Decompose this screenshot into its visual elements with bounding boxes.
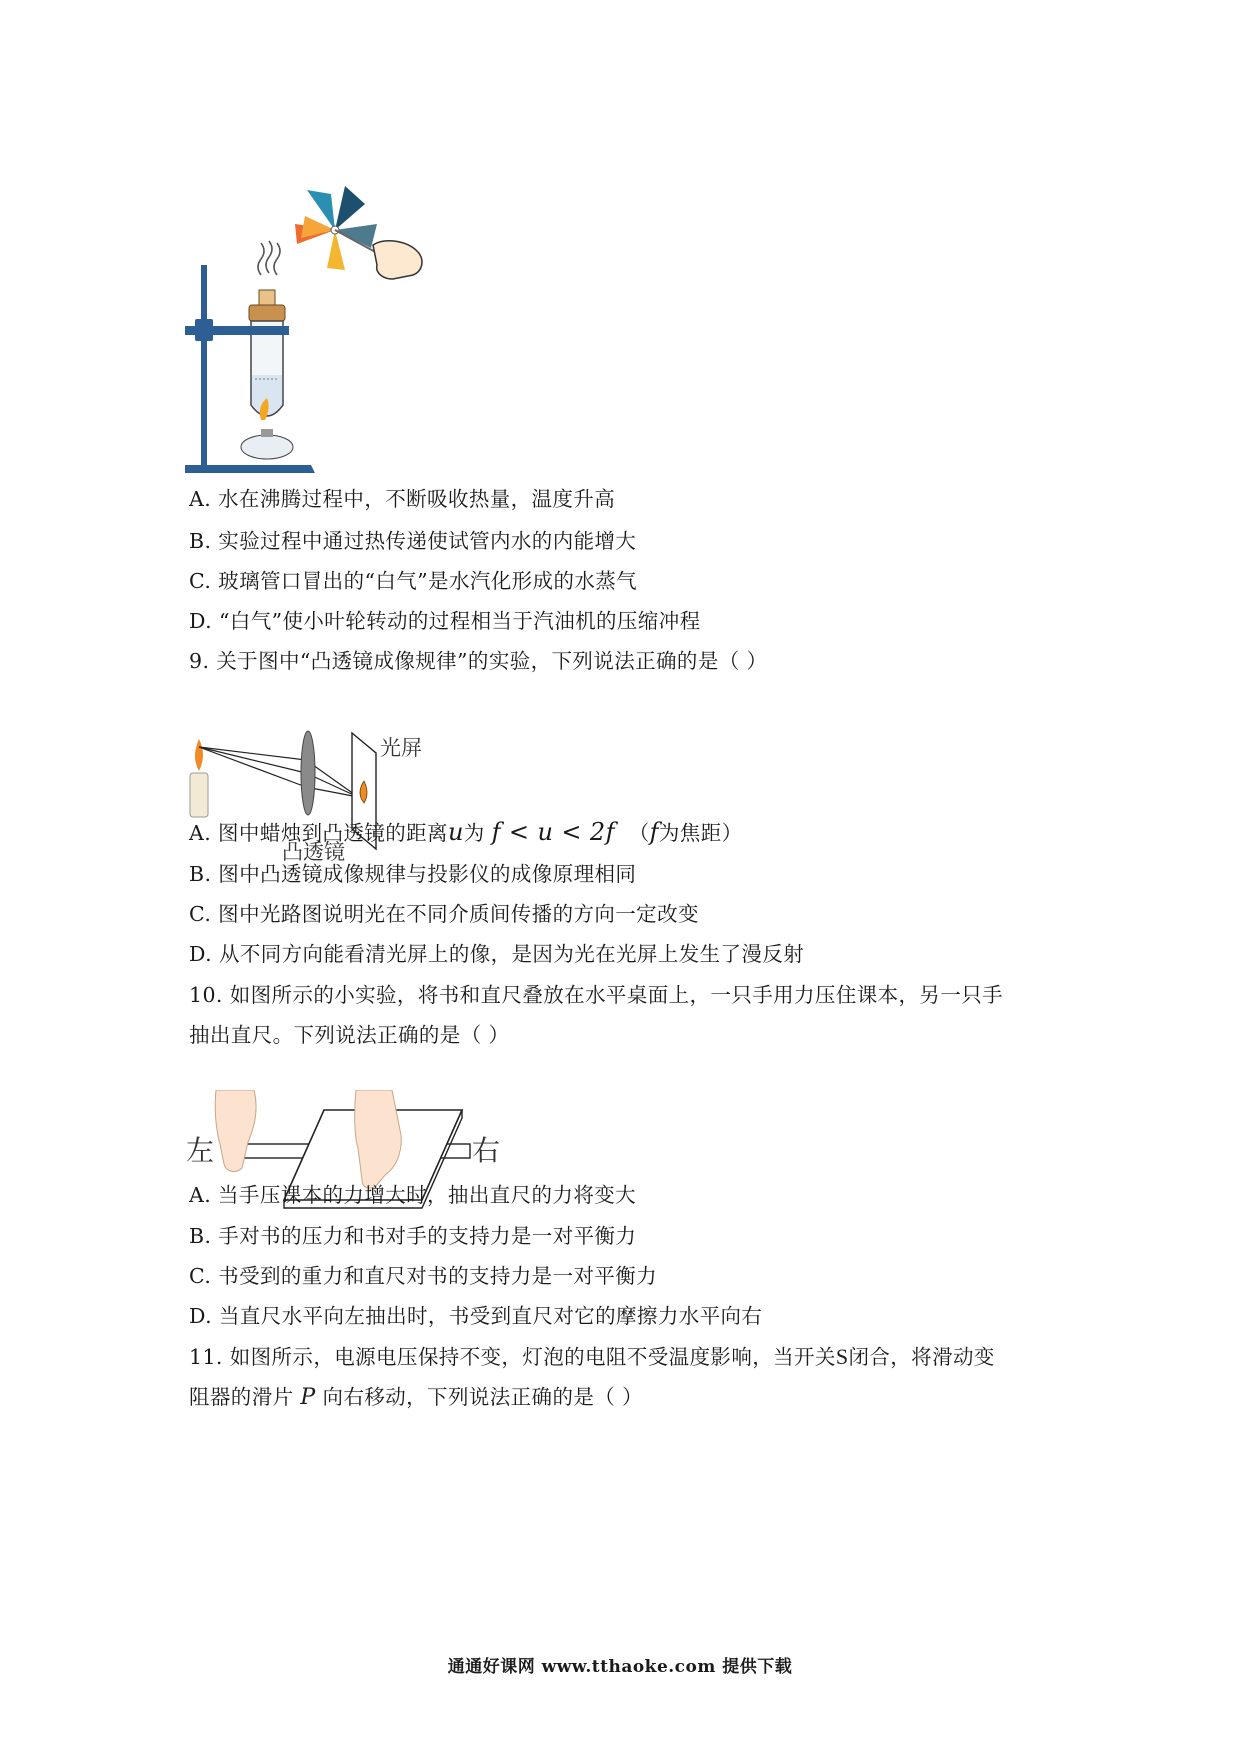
note-open: （ — [628, 821, 650, 845]
boiling-experiment-figure — [185, 175, 445, 535]
q11-stem-line2 — [189, 1382, 643, 1413]
q8-option-d: D. “白气”使小叶轮转动的过程相当于汽油机的压缩冲程 — [189, 609, 701, 633]
hand-icon — [373, 241, 422, 279]
candle-icon — [190, 773, 208, 817]
q9-option-b: B. 图中凸透镜成像规律与投影仪的成像原理相同 — [189, 862, 637, 886]
q11-stem-line1 — [189, 1342, 995, 1372]
var-u: u — [447, 818, 464, 846]
q9-option-a — [189, 817, 743, 848]
note-close: 为焦距） — [658, 821, 743, 845]
convex-lens-icon — [301, 731, 315, 815]
q9-option-d: D. 从不同方向能看清光屏上的像，是因为光在光屏上发生了漫反射 — [189, 942, 805, 966]
screen-label: 光屏 — [380, 736, 422, 760]
q10-option-b: B. 手对书的压力和书对手的支持力是一对平衡力 — [189, 1224, 637, 1248]
q10-option-d: D. 当直尺水平向左抽出时，书受到直尺对它的摩擦力水平向右 — [189, 1304, 763, 1328]
q8-option-c: C. 玻璃管口冒出的“白气”是水汽化形成的水蒸气 — [189, 569, 638, 593]
switch-symbol: S — [835, 1344, 849, 1369]
lens-label: 凸透镜 — [282, 840, 345, 864]
pulling-hand-icon — [215, 1090, 256, 1171]
left-label: 左 — [186, 1134, 215, 1167]
q11-line2-b: 向右移动，下列说法正确的是（ ） — [322, 1385, 643, 1409]
q11-line1-b: 闭合，将滑动变 — [848, 1345, 995, 1369]
q11-line1-a: 11. 如图所示，电源电压保持不变，灯泡的电阻不受温度影响，当开关 — [189, 1345, 836, 1369]
q10-stem-line2: 抽出直尺。下列说法正确的是（ ） — [189, 1023, 510, 1047]
q8-option-b: B. 实验过程中通过热传递使试管内水的内能增大 — [189, 529, 637, 553]
right-label: 右 — [472, 1134, 501, 1167]
q9-option-a-prefix: A. 图中蜡烛到凸透镜的距离 — [189, 821, 448, 845]
inequality: f < u < 2f — [491, 818, 615, 846]
pinwheel-icon — [295, 186, 379, 270]
slider-symbol: P — [300, 1385, 316, 1410]
footer-source: 通通好课网 www.tthaoke.com 提供下载 — [447, 1657, 793, 1677]
var-f: f — [649, 818, 659, 846]
q9-stem: 9. 关于图中“凸透镜成像规律”的实验，下列说法正确的是（ ） — [189, 649, 768, 673]
q8-option-a: A. 水在沸腾过程中，不断吸收热量，温度升高 — [189, 487, 616, 511]
q10-stem-line1: 10. 如图所示的小实验，将书和直尺叠放在水平桌面上，一只手用力压住课本，另一只手 — [189, 983, 1004, 1007]
q11-line2-a: 阻器的滑片 — [189, 1385, 294, 1409]
q10-option-c: C. 书受到的重力和直尺对书的支持力是一对平衡力 — [189, 1264, 658, 1288]
q9-option-c: C. 图中光路图说明光在不同介质间传播的方向一定改变 — [189, 902, 699, 926]
q10-option-a: A. 当手压课本的力增大时，抽出直尺的力将变大 — [189, 1183, 637, 1207]
q9-option-a-mid: 为 — [463, 821, 485, 845]
